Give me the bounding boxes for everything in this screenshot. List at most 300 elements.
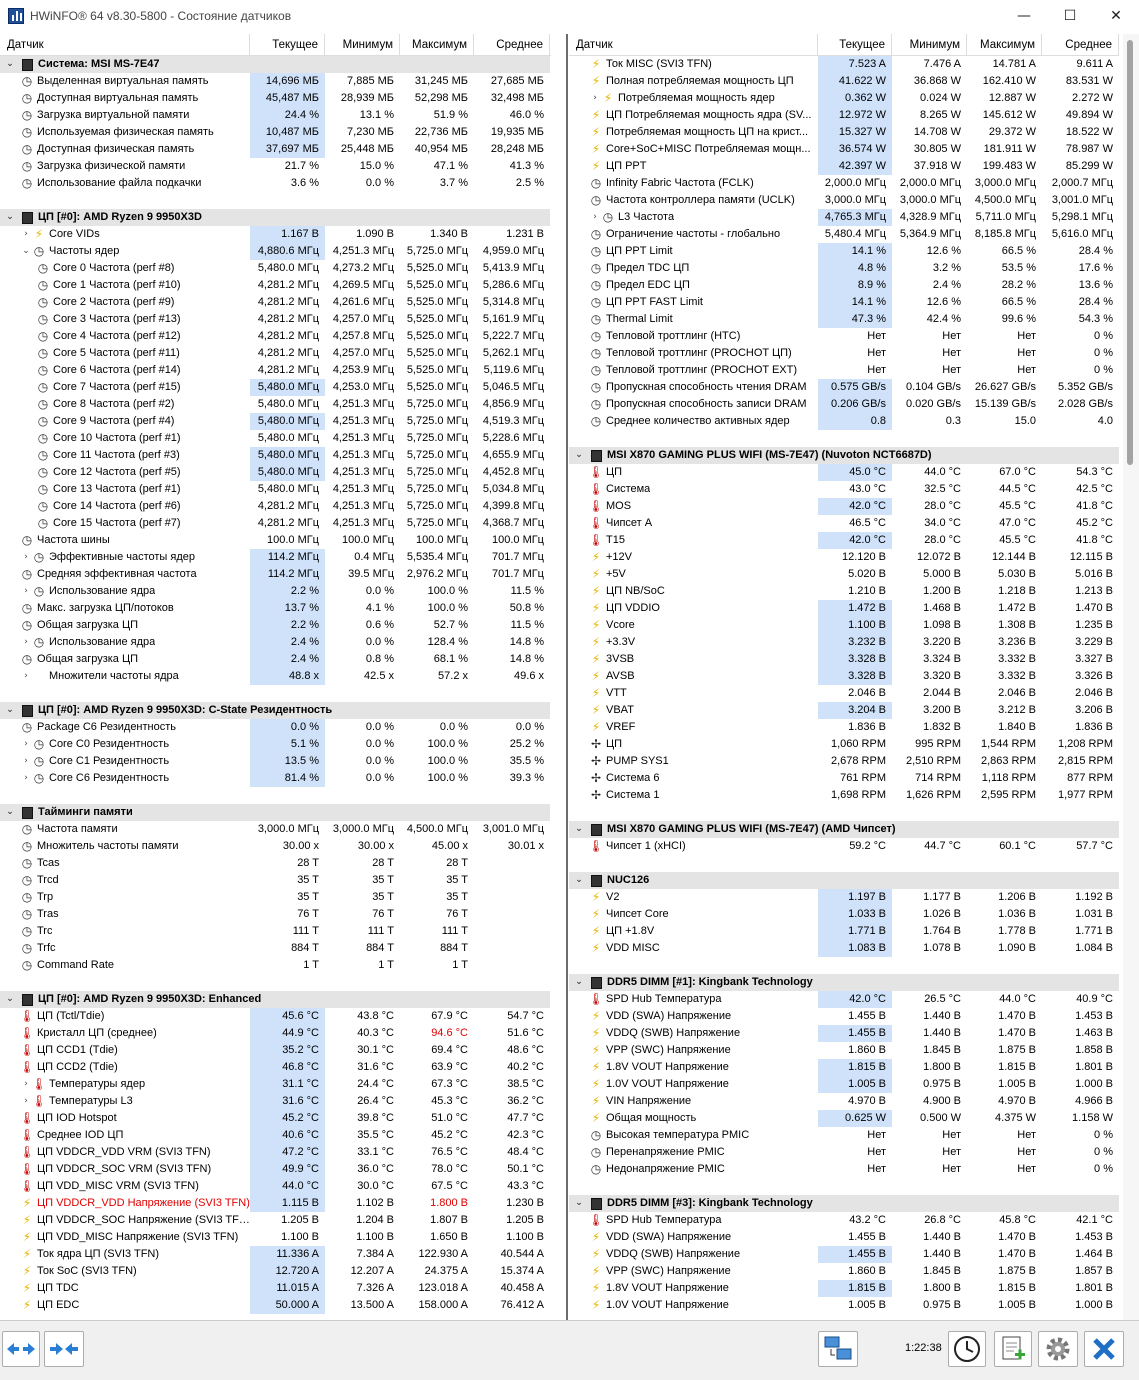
value-avg: 78.987 W [1065, 143, 1113, 155]
sensor-row[interactable] [0, 1110, 551, 1127]
sensor-row[interactable] [0, 923, 551, 940]
value-current: 21.7 % [284, 160, 319, 172]
sensor-name: ЦП PPT [606, 160, 647, 172]
collapse-chevron-icon[interactable]: ⌄ [6, 212, 14, 222]
sensor-row[interactable] [569, 379, 1119, 396]
sensor-row[interactable] [569, 226, 1119, 243]
sensor-name: Использование ядра [49, 585, 156, 597]
value-max: Нет [1017, 1129, 1036, 1141]
right-sensor-pane[interactable] [569, 34, 1119, 1320]
thermometer-icon: 🌡 [31, 1077, 47, 1091]
sensor-row[interactable] [0, 362, 551, 379]
sensor-row[interactable] [569, 651, 1119, 668]
close-window-button[interactable] [1093, 0, 1139, 32]
lightning-icon: ⚡ [591, 652, 601, 666]
value-min: 1.845 В [923, 1044, 961, 1056]
sensor-row[interactable] [0, 617, 551, 634]
value-avg [474, 957, 550, 974]
value-avg: 0 % [1094, 330, 1113, 342]
sensor-row[interactable] [0, 73, 551, 90]
sensor-row[interactable] [569, 209, 1119, 226]
value-current: 1.033 В [818, 906, 892, 923]
sensor-row[interactable] [0, 583, 551, 600]
sensor-row[interactable] [0, 379, 551, 396]
clock-icon: ◷ [21, 822, 33, 836]
column-sensor[interactable]: Датчик [0, 34, 250, 56]
sensor-row[interactable] [569, 396, 1119, 413]
value-current: 2.4 % [250, 634, 325, 651]
value-min: 28,939 МБ [340, 92, 394, 104]
sensor-row[interactable] [569, 73, 1119, 90]
column-avg[interactable]: Среднее [1042, 34, 1119, 56]
sensor-row[interactable] [569, 1246, 1119, 1263]
collapse-chevron-icon[interactable]: ⌄ [575, 450, 583, 460]
sensor-group-title: DDR5 DIMM [#3]: Kingbank Technology [607, 1197, 813, 1209]
sensor-row[interactable] [569, 906, 1119, 923]
sensor-row[interactable] [569, 787, 1119, 804]
sensor-row[interactable] [569, 617, 1119, 634]
sensor-row[interactable] [569, 1297, 1119, 1314]
value-current: 1,698 RPM [830, 789, 886, 801]
value-current: 1.210 В [848, 585, 886, 597]
sensor-row[interactable] [0, 481, 551, 498]
value-current: 100.0 МГц [266, 534, 319, 546]
sensor-row[interactable] [569, 889, 1119, 906]
value-avg: 1.453 В [1075, 1231, 1113, 1243]
clock-icon: ◷ [37, 414, 49, 428]
sensor-row[interactable] [0, 872, 551, 889]
sensor-name: V2 [606, 891, 620, 903]
sensor-row[interactable] [569, 1263, 1119, 1280]
sensor-row[interactable] [569, 464, 1119, 481]
sensor-row[interactable] [569, 736, 1119, 753]
value-avg: 5,286.6 МГц [482, 279, 544, 291]
lightning-icon: ⚡ [591, 1060, 601, 1074]
sensor-row[interactable] [569, 923, 1119, 940]
sensor-row[interactable] [569, 1008, 1119, 1025]
sensor-row[interactable] [569, 1280, 1119, 1297]
value-avg: 1.771 В [1075, 925, 1113, 937]
sensor-row[interactable] [569, 1059, 1119, 1076]
sensor-row[interactable] [569, 549, 1119, 566]
collapse-chevron-icon[interactable]: ⌄ [6, 807, 14, 817]
expand-chevron-icon[interactable]: › [24, 739, 28, 749]
sensor-row[interactable] [0, 668, 551, 685]
right-sensor-list [569, 56, 1119, 1314]
sensor-row[interactable] [569, 1025, 1119, 1042]
clock-icon: ◷ [21, 890, 33, 904]
sensor-group-header[interactable] [0, 56, 551, 73]
lightning-icon: ⚡ [591, 924, 601, 938]
sensor-row[interactable] [569, 175, 1119, 192]
expand-chevron-icon[interactable]: › [593, 212, 597, 222]
left-sensor-pane[interactable] [0, 34, 551, 1320]
clock-icon: ◷ [37, 397, 49, 411]
sensor-group-header[interactable] [569, 872, 1119, 889]
sensor-row[interactable] [0, 141, 551, 158]
value-current: 13.5 % [250, 753, 325, 770]
clock-icon: ◷ [37, 363, 49, 377]
sensor-row[interactable] [0, 260, 551, 277]
value-avg: 5,616.0 МГц [1051, 228, 1113, 240]
sensor-row[interactable] [0, 1178, 551, 1195]
sensor-row[interactable] [569, 685, 1119, 702]
value-max: 1.807 В [430, 1214, 468, 1226]
value-max: 5,525.0 МГц [406, 330, 468, 342]
column-sensor[interactable]: Датчик [569, 34, 818, 56]
sensor-name: Core 0 Частота (perf #8) [53, 262, 175, 274]
lightning-icon: ⚡ [591, 635, 601, 649]
value-max: 3.332 В [998, 670, 1036, 682]
sensor-row[interactable] [0, 736, 551, 753]
sensor-name: SPD Hub Температура [606, 993, 722, 1005]
collapse-chevron-icon[interactable]: ⌄ [6, 705, 14, 715]
sensor-row[interactable] [569, 277, 1119, 294]
value-min: 0.4 МГц [354, 551, 394, 563]
column-current[interactable]: Текущее [250, 34, 325, 56]
sensor-row[interactable] [0, 175, 551, 192]
value-max: 47.0 °C [999, 517, 1036, 529]
value-min: 4,253.9 МГц [332, 364, 394, 376]
sensor-row[interactable] [569, 107, 1119, 124]
sensor-row[interactable] [0, 600, 551, 617]
sensor-row[interactable] [0, 1008, 551, 1025]
sensor-row[interactable] [569, 56, 1119, 73]
sensor-row[interactable] [569, 362, 1119, 379]
value-max: 60.1 °C [999, 840, 1036, 852]
value-current: 5,480.0 МГц [250, 379, 325, 396]
sensor-row[interactable] [0, 328, 551, 345]
sensor-row[interactable] [0, 549, 551, 566]
sensor-row[interactable] [0, 447, 551, 464]
sensor-row[interactable] [0, 1297, 551, 1314]
value-max: 26.627 GB/s [974, 381, 1036, 393]
sensor-row[interactable] [0, 906, 551, 923]
sensor-row[interactable] [0, 770, 551, 787]
sensor-name: AVSB [606, 670, 635, 682]
sensor-row[interactable] [0, 957, 551, 974]
value-max: 51.0 °C [431, 1112, 468, 1124]
lightning-icon: ⚡ [591, 108, 601, 122]
collapse-button[interactable] [2, 1331, 40, 1367]
network-button[interactable] [818, 1331, 858, 1367]
close-sensors-button[interactable] [1084, 1331, 1124, 1367]
sensor-row[interactable] [569, 141, 1119, 158]
lightning-icon: ⚡ [591, 686, 601, 700]
sensor-group-header[interactable] [569, 1195, 1119, 1212]
sensor-row[interactable] [0, 1076, 551, 1093]
sensor-row[interactable] [569, 753, 1119, 770]
sensor-row[interactable] [0, 634, 551, 651]
lightning-icon: ⚡ [591, 720, 601, 734]
value-avg: 3.326 В [1075, 670, 1113, 682]
expand-chevron-icon[interactable]: › [24, 756, 28, 766]
sensor-row[interactable] [0, 90, 551, 107]
collapse-chevron-icon[interactable]: ⌄ [575, 977, 583, 987]
value-max: 12.887 W [988, 92, 1036, 104]
collapse-chevron-icon[interactable]: ⌄ [6, 994, 14, 1004]
sensor-row[interactable] [0, 1246, 551, 1263]
value-max: 1.308 В [998, 619, 1036, 631]
sensor-row[interactable] [0, 464, 551, 481]
sensor-group-header[interactable] [0, 804, 551, 821]
sensor-row[interactable] [569, 940, 1119, 957]
sensor-row[interactable] [0, 294, 551, 311]
sensor-row[interactable] [0, 396, 551, 413]
collapse-chevron-icon[interactable]: ⌄ [22, 246, 30, 256]
column-max[interactable]: Максимум [967, 34, 1042, 56]
value-current: 5,480.0 МГц [250, 413, 325, 430]
sensor-name: Core 4 Частота (perf #12) [53, 330, 181, 342]
sensor-row[interactable] [569, 243, 1119, 260]
expand-chevron-icon[interactable]: › [24, 586, 28, 596]
value-current: 1.167 В [250, 226, 325, 243]
value-avg [474, 872, 550, 889]
expand-chevron-icon[interactable]: › [24, 637, 28, 647]
clock-icon: ◷ [590, 363, 602, 377]
sensor-row[interactable] [0, 1127, 551, 1144]
sensor-row[interactable] [0, 498, 551, 515]
expand-chevron-icon[interactable]: › [24, 671, 28, 681]
sensor-row[interactable] [569, 583, 1119, 600]
collapse-chevron-icon[interactable]: ⌄ [575, 875, 583, 885]
sensor-row[interactable] [0, 940, 551, 957]
sensor-row[interactable] [569, 1076, 1119, 1093]
value-current: 1.836 В [848, 721, 886, 733]
sensor-row[interactable] [569, 124, 1119, 141]
sensor-row[interactable] [569, 770, 1119, 787]
sensor-row[interactable] [0, 838, 551, 855]
sensor-row[interactable] [0, 1093, 551, 1110]
value-min: 3.220 В [923, 636, 961, 648]
sensor-row[interactable] [0, 413, 551, 430]
collapse-chevron-icon[interactable]: ⌄ [575, 824, 583, 834]
value-avg: 42.5 °C [1076, 483, 1113, 495]
value-min: 24.4 °C [357, 1078, 394, 1090]
clock-icon: ◷ [21, 873, 33, 887]
sensor-row[interactable] [569, 1110, 1119, 1127]
sensor-row[interactable] [569, 719, 1119, 736]
sensor-row[interactable] [569, 1229, 1119, 1246]
sensor-row[interactable] [569, 1212, 1119, 1229]
sensor-row[interactable] [0, 719, 551, 736]
sensor-row[interactable] [569, 702, 1119, 719]
sensor-row[interactable] [569, 158, 1119, 175]
timer-button[interactable] [948, 1331, 986, 1367]
sensor-row[interactable] [0, 1161, 551, 1178]
expand-chevron-icon[interactable]: › [24, 229, 28, 239]
sensor-row[interactable] [569, 991, 1119, 1008]
sensor-row[interactable] [0, 889, 551, 906]
value-min: 4,273.2 МГц [332, 262, 394, 274]
sensor-row[interactable] [569, 566, 1119, 583]
value-avg: 40.2 °C [507, 1061, 544, 1073]
value-max: 128.4 % [427, 636, 468, 648]
thermometer-icon: 🌡 [588, 516, 604, 530]
value-max: 1.218 В [998, 585, 1036, 597]
value-avg: 0 % [1094, 1163, 1113, 1175]
sensor-row[interactable] [569, 260, 1119, 277]
value-max: 1,118 RPM [981, 772, 1036, 784]
left-scrollbar[interactable] [551, 34, 565, 1320]
lightning-icon: ⚡ [591, 618, 601, 632]
sensor-row[interactable] [569, 345, 1119, 362]
lightning-icon: ⚡ [591, 703, 601, 717]
sensor-row[interactable] [0, 1263, 551, 1280]
sensor-row[interactable] [569, 481, 1119, 498]
right-scrollbar-thumb[interactable] [1127, 40, 1133, 465]
value-current: 0.575 GB/s [818, 379, 892, 396]
sensor-row[interactable] [0, 1195, 551, 1212]
sensor-row[interactable] [0, 430, 551, 447]
sensor-row[interactable] [0, 855, 551, 872]
value-current: 0.362 W [818, 90, 892, 107]
sensor-row[interactable] [569, 634, 1119, 651]
sensor-row[interactable] [0, 515, 551, 532]
sensor-row[interactable] [569, 192, 1119, 209]
value-current: 11.336 A [250, 1246, 325, 1263]
add-log-button[interactable] [994, 1331, 1032, 1367]
expand-chevron-icon[interactable]: › [24, 1079, 28, 1089]
spacer-row [569, 430, 1119, 447]
value-min: 4.900 В [923, 1095, 961, 1107]
sensor-group-header[interactable] [0, 991, 551, 1008]
thermometer-icon: 🌡 [588, 465, 604, 479]
value-current: 1.205 В [281, 1214, 319, 1226]
sensor-row[interactable] [569, 1161, 1119, 1178]
sensor-name: ЦП VDDCR_SOC VRM (SVI3 TFN) [37, 1163, 212, 1175]
value-avg: 5,046.5 МГц [482, 381, 544, 393]
minimize-button[interactable] [1001, 0, 1047, 32]
chip-icon [22, 705, 33, 717]
value-max: 1.036 В [998, 908, 1036, 920]
sensor-name: ЦП CCD1 (Tdie) [37, 1044, 118, 1056]
value-min: 32.5 °C [924, 483, 961, 495]
sensor-row[interactable] [0, 124, 551, 141]
sensor-row[interactable] [569, 1144, 1119, 1161]
sensor-row[interactable] [569, 311, 1119, 328]
sensor-row[interactable] [569, 532, 1119, 549]
value-min: 12.6 % [926, 296, 961, 308]
sensor-row[interactable] [569, 515, 1119, 532]
maximize-button[interactable] [1047, 0, 1093, 32]
value-min: 0.104 GB/s [905, 381, 961, 393]
expand-chevron-icon[interactable]: › [24, 773, 28, 783]
column-current[interactable]: Текущее [818, 34, 892, 56]
sensor-row[interactable] [569, 600, 1119, 617]
sensor-name: Средняя эффективная частота [37, 568, 197, 580]
sensor-row[interactable] [569, 1127, 1119, 1144]
sensor-row[interactable] [569, 90, 1119, 107]
thermometer-icon: 🌡 [19, 1043, 35, 1057]
value-avg: 0 % [1094, 347, 1113, 359]
sensor-row[interactable] [569, 328, 1119, 345]
sensor-row[interactable] [0, 226, 551, 243]
sensor-name: ЦП (Tctl/Tdie) [37, 1010, 105, 1022]
expand-button[interactable] [44, 1331, 84, 1367]
sensor-name: ЦП VDDCR_VDD Напряжение (SVI3 TFN) [37, 1197, 250, 1209]
sensor-name: Core 6 Частота (perf #14) [53, 364, 181, 376]
collapse-chevron-icon[interactable]: ⌄ [575, 1198, 583, 1208]
sensor-row[interactable] [569, 413, 1119, 430]
sensor-name: Недонапряжение PMIC [606, 1163, 725, 1175]
expand-chevron-icon[interactable]: › [24, 1096, 28, 1106]
value-max: 5,725.0 МГц [406, 500, 468, 512]
sensor-row[interactable] [0, 1229, 551, 1246]
sensor-row[interactable] [0, 753, 551, 770]
sensor-row[interactable] [569, 838, 1119, 855]
sensor-group-header[interactable] [569, 447, 1119, 464]
sensor-row[interactable] [0, 532, 551, 549]
sensor-row[interactable] [0, 1212, 551, 1229]
sensor-name: Доступная виртуальная память [37, 92, 199, 104]
value-max: 1.778 В [998, 925, 1036, 937]
sensor-row[interactable] [0, 821, 551, 838]
sensor-row[interactable] [569, 1093, 1119, 1110]
sensor-row[interactable] [0, 1280, 551, 1297]
collapse-chevron-icon[interactable]: ⌄ [6, 59, 14, 69]
sensor-row[interactable] [0, 311, 551, 328]
sensor-row[interactable] [0, 277, 551, 294]
lightning-icon: ⚡ [591, 57, 601, 71]
column-avg[interactable]: Среднее [474, 34, 550, 56]
sensor-row[interactable] [0, 243, 551, 260]
sensor-row[interactable] [0, 1059, 551, 1076]
sensor-row[interactable] [569, 498, 1119, 515]
column-min[interactable]: Минимум [325, 34, 400, 56]
column-max[interactable]: Максимум [400, 34, 474, 56]
sensor-group-header[interactable] [0, 209, 551, 226]
expand-chevron-icon[interactable]: › [593, 93, 597, 103]
sensor-row[interactable] [0, 1025, 551, 1042]
value-max: 5,525.0 МГц [406, 296, 468, 308]
sensor-row[interactable] [0, 1042, 551, 1059]
sensor-row[interactable] [0, 651, 551, 668]
value-current: 31.6 °C [250, 1093, 325, 1110]
sensor-row[interactable] [0, 158, 551, 175]
sensor-row[interactable] [0, 345, 551, 362]
maximize-icon: ☐ [1063, 8, 1077, 24]
spacer-row [569, 804, 1119, 821]
sensor-name: Выделенная виртуальная память [37, 75, 209, 87]
sensor-group-header[interactable] [0, 702, 551, 719]
sensor-name: Среднее IOD ЦП [37, 1129, 124, 1141]
sensor-row[interactable] [569, 1042, 1119, 1059]
sensor-row[interactable] [0, 1144, 551, 1161]
sensor-group-header[interactable] [569, 821, 1119, 838]
spacer-row [0, 787, 551, 804]
value-max: 162.410 W [982, 75, 1036, 87]
pane-splitter[interactable] [566, 34, 568, 1320]
value-min: 3,000.0 МГц [899, 194, 961, 206]
lightning-icon: ⚡ [591, 74, 601, 88]
clock-icon: ◷ [33, 771, 45, 785]
chip-icon [22, 59, 33, 71]
sensor-name: VDDQ (SWB) Напряжение [606, 1248, 741, 1260]
value-min: 13.500 A [350, 1299, 394, 1311]
column-min[interactable]: Минимум [892, 34, 967, 56]
lightning-icon: ⚡ [591, 550, 601, 564]
sensor-row[interactable] [0, 566, 551, 583]
sensor-row[interactable] [569, 668, 1119, 685]
settings-button[interactable] [1038, 1331, 1078, 1367]
sensor-row[interactable] [0, 107, 551, 124]
value-min: 714 RPM [915, 772, 961, 784]
expand-chevron-icon[interactable]: › [24, 552, 28, 562]
value-min: 111 T [367, 925, 394, 937]
sensor-group-header[interactable] [569, 974, 1119, 991]
sensor-row[interactable] [569, 294, 1119, 311]
